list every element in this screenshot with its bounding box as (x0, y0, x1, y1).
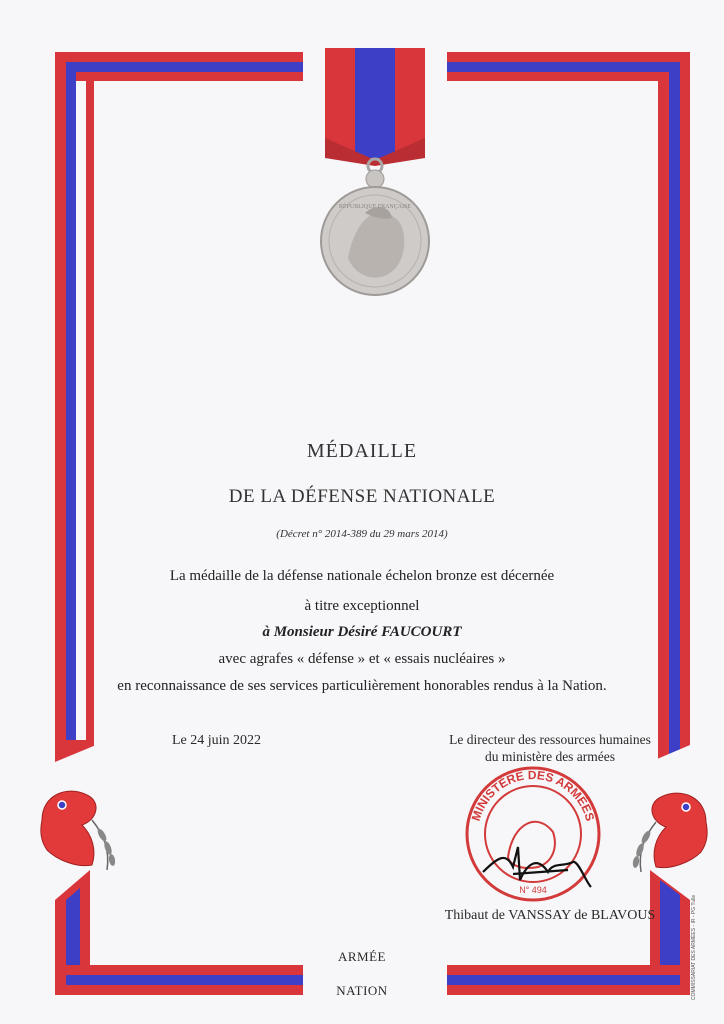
award-exceptional: à titre exceptionnel (304, 598, 420, 614)
signer-name: Thibaut de VANSSAY de BLAVOUS (444, 908, 656, 923)
recognition-statement: en reconnaissance de ses services particulièrement honorables rendus à la Nation. (117, 678, 607, 694)
phrygian-cap-left-icon (32, 780, 122, 880)
title-medaille: MÉDAILLE (306, 440, 418, 462)
phrygian-cap-right-icon (626, 782, 716, 882)
svg-text:MINISTÈRE DES ARMÉES: MINISTÈRE DES ARMÉES (468, 767, 598, 823)
svg-text:N° 494: N° 494 (519, 885, 547, 895)
recipient-name: à Monsieur Désiré FAUCOURT (262, 624, 462, 640)
clasps: avec agrafes « défense » et « essais nucléaires » (218, 651, 506, 667)
decree-reference: (Décret n° 2014-389 du 29 mars 2014) (276, 528, 448, 540)
director-line2: du ministère des armées (484, 749, 616, 764)
footer-nation: NATION (336, 983, 388, 998)
bottom-left-border (55, 870, 303, 995)
svg-text:RÉPUBLIQUE FRANÇAISE: RÉPUBLIQUE FRANÇAISE (338, 204, 412, 210)
award-statement: La médaille de la défense nationale échelon bronze est décernée (169, 568, 555, 584)
side-printer-note: COMMISSARIAT DES ARMÉES - IR - PG Tulle (691, 894, 697, 1000)
footer-armee: ARMÉE (338, 949, 386, 964)
director-title (400, 731, 700, 765)
director-line1: Le directeur des ressources humaines (449, 732, 651, 747)
official-stamp (458, 762, 608, 912)
title-defense-nationale: DE LA DÉFENSE NATIONALE (228, 486, 496, 507)
medal-icon (320, 48, 430, 298)
award-date: Le 24 juin 2022 (172, 733, 262, 748)
